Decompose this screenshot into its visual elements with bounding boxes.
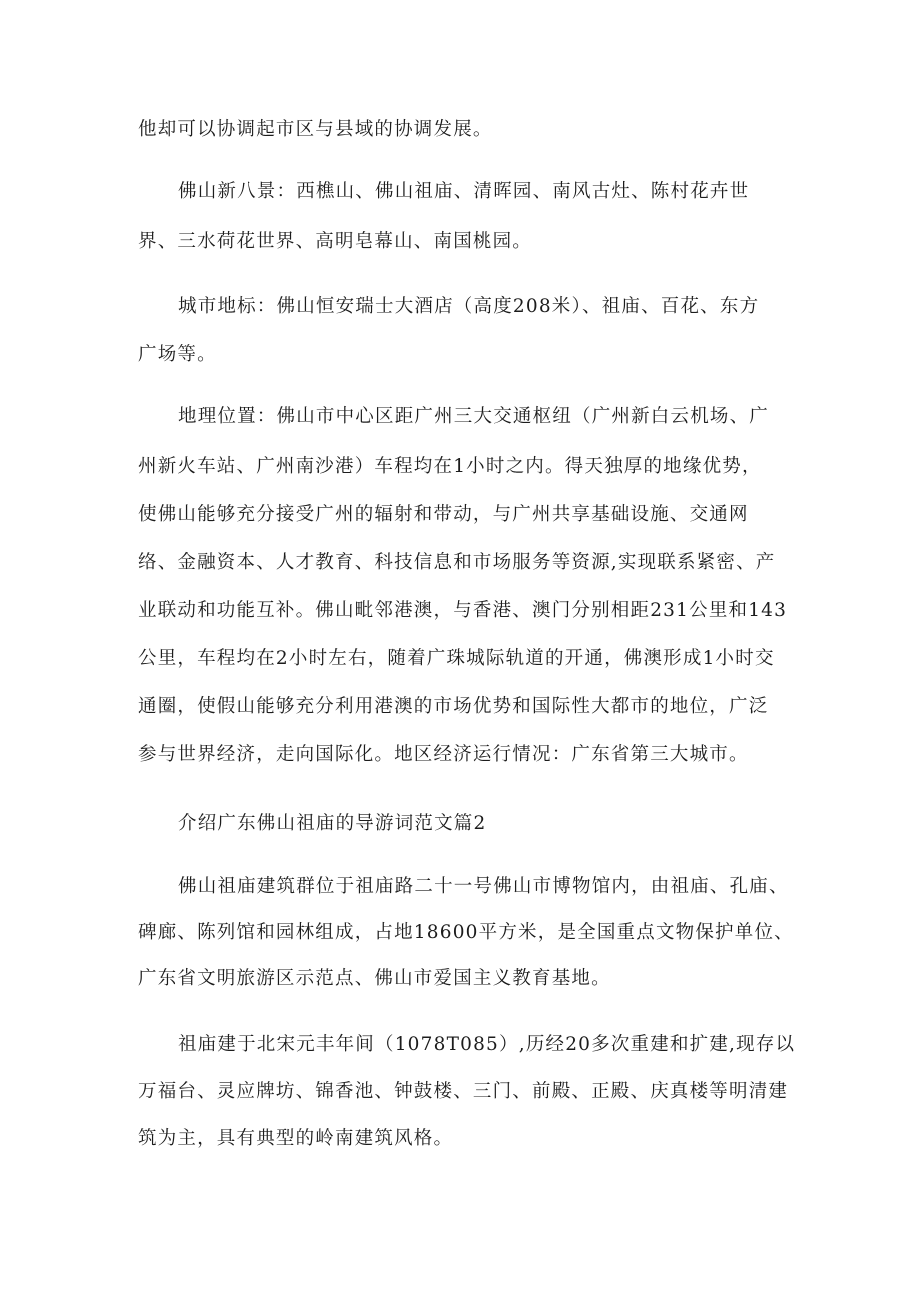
paragraph-line: 界、三水荷花世界、高明皂幕山、南国桃园。 (138, 231, 533, 252)
paragraph-line: 使佛山能够充分接受广州的辐射和带动，与广州共享基础设施、交通网 (138, 504, 749, 525)
paragraph-line: 万福台、灵应牌坊、锦香池、钟鼓楼、三门、前殿、正殿、庆真楼等明清建 (138, 1081, 789, 1102)
paragraph-line: 广东省文明旅游区示范点、佛山市爱国主义教育基地。 (138, 968, 611, 989)
paragraph-line: 筑为主，具有典型的岭南建筑风格。 (138, 1128, 454, 1149)
paragraph-line: 祖庙建于北宋元丰年间（1078T085）,历经20多次重建和扩建,现存以 (178, 1034, 796, 1055)
paragraph-line: 州新火车站、广州南沙港）车程均在1小时之内。得天独厚的地缘优势， (138, 456, 762, 477)
paragraph-line: 城市地标：佛山恒安瑞士大酒店（高度208米）、祖庙、百花、东方 (178, 296, 760, 317)
paragraph-line: 业联动和功能互补。佛山毗邻港澳，与香港、澳门分别相距231公里和143 (138, 600, 788, 621)
paragraph-line: 络、金融资本、人才教育、科技信息和市场服务等资源,实现联系紧密、产 (138, 552, 776, 573)
paragraph-line: 参与世界经济，走向国际化。地区经济运行情况：广东省第三大城市。 (138, 744, 749, 765)
paragraph-line: 公里，车程均在2小时左右，随着广珠城际轨道的开通，佛澳形成1小时交 (138, 648, 775, 669)
paragraph-line: 碑廊、陈列馆和园林组成，占地18600平方米，是全国重点文物保护单位、 (138, 922, 794, 943)
paragraph-line: 佛山新八景：西樵山、佛山祖庙、清晖园、南风古灶、陈村花卉世 (178, 181, 750, 202)
paragraph-line: 佛山祖庙建筑群位于祖庙路二十一号佛山市博物馆内，由祖庙、孔庙、 (178, 876, 789, 897)
paragraph-line: 通圈，使假山能够充分利用港澳的市场优势和国际性大都市的地位，广泛 (138, 696, 769, 717)
paragraph-line: 地理位置：佛山市中心区距广州三大交通枢纽（广州新白云机场、广 (178, 406, 770, 427)
section-heading: 介绍广东佛山祖庙的导游词范文篇2 (178, 813, 487, 834)
paragraph-line: 他却可以协调起市区与县域的协调发展。 (138, 119, 493, 140)
paragraph-line: 广场等。 (138, 344, 217, 365)
